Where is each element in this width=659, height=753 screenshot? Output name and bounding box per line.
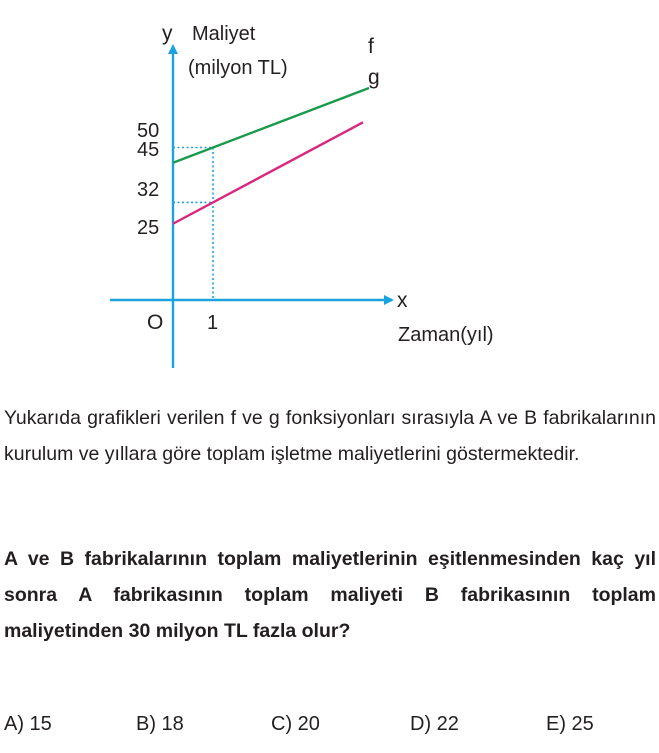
option-e[interactable]: E) 25 <box>546 713 594 735</box>
y-tick-32: 32 <box>137 179 160 201</box>
y-tick-45: 45 <box>137 139 160 161</box>
option-a[interactable]: A) 15 <box>4 713 52 735</box>
y-axis-title-line2: (milyon TL) <box>188 57 288 79</box>
option-c[interactable]: C) 20 <box>271 713 320 735</box>
function-label-g: g <box>368 66 380 89</box>
x-axis-letter: x <box>397 289 408 312</box>
y-axis-letter: y <box>162 22 173 45</box>
y-tick-50: 50 <box>137 120 160 142</box>
problem-statement: Yukarıda grafikleri verilen f ve g fonksiyonları sırasıyla A ve B fabrikalarının kurulum ve yıllara göre toplam işletme maliyetlerini göstermektedir. <box>4 407 656 465</box>
line-g <box>173 88 369 163</box>
origin-label: O <box>147 311 164 334</box>
question-text: A ve B fabrikalarının toplam maliyetlerinin eşitlenmesinden kaç yıl sonra A fabrikasının toplam maliyeti B fabrikasının toplam maliyetinden 30 milyon TL fazla olur? <box>4 548 656 642</box>
line-f <box>173 122 363 223</box>
answer-options <box>0 713 659 749</box>
x-axis-title: Zaman(yıl) <box>398 324 494 346</box>
function-label-f: f <box>368 35 374 58</box>
y-tick-25: 25 <box>137 217 160 239</box>
x-tick-1: 1 <box>207 312 219 334</box>
option-b[interactable]: B) 18 <box>136 713 184 735</box>
option-d[interactable]: D) 22 <box>410 713 459 735</box>
y-axis-title-line1: Maliyet <box>192 23 256 45</box>
